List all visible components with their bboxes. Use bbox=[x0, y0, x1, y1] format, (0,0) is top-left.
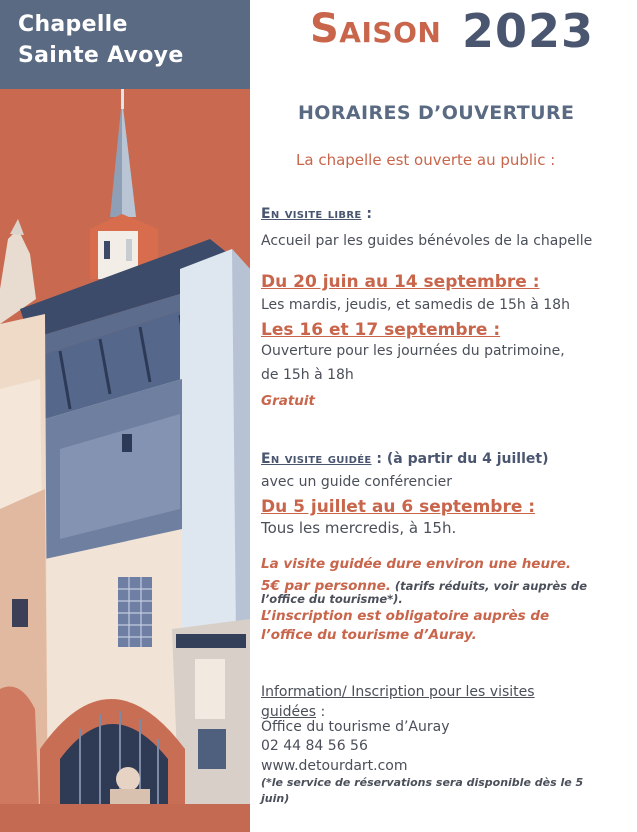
visite-libre-period2-text-line1: Ouverture pour les journées du patrimoine, bbox=[261, 343, 565, 359]
info-heading-line1: Information/ Inscription pour les visites bbox=[261, 684, 535, 700]
tourism-office-name: Office du tourisme d’Auray bbox=[261, 719, 450, 735]
place-title-line2: Sainte Avoye bbox=[18, 43, 184, 68]
reservation-note-line2: juin) bbox=[261, 792, 290, 805]
visite-guidee-period-dates: Du 5 juillet au 6 septembre : bbox=[261, 497, 536, 517]
visite-guidee-period-text: Tous les mercredis, à 15h. bbox=[261, 519, 457, 537]
visite-guidee-price-note-part1: (tarifs réduits, voir auprès de bbox=[390, 579, 587, 593]
visite-libre-period2-dates: Les 16 et 17 septembre : bbox=[261, 320, 501, 340]
website-link[interactable]: www.detourdart.com bbox=[261, 758, 408, 774]
visite-libre-period2-text-line2: de 15h à 18h bbox=[261, 367, 354, 383]
visite-guidee-title-text: En visite guidée bbox=[261, 451, 372, 467]
visite-guidee-registration-line1: L’inscription est obligatoire auprès de bbox=[261, 608, 550, 624]
visite-libre-subtitle: Accueil par les guides bénévoles de la chapelle bbox=[261, 233, 593, 249]
info-heading-guidees: guidées bbox=[261, 704, 317, 720]
reservation-note-line1: (*le service de réservations sera disponible dès le 5 bbox=[261, 776, 584, 789]
season-word: Saison bbox=[310, 6, 442, 52]
visite-libre-price: Gratuit bbox=[261, 393, 315, 409]
visite-guidee-price: 5€ par personne. bbox=[261, 578, 391, 594]
visite-libre-period1-text: Les mardis, jeudis, et samedis de 15h à 18h bbox=[261, 297, 570, 313]
place-title-band bbox=[0, 0, 250, 89]
visite-libre-title bbox=[261, 206, 372, 222]
season-year: 2023 bbox=[462, 4, 595, 58]
info-heading-suffix: : bbox=[316, 704, 326, 720]
visite-libre-period1-dates: Du 20 juin au 14 septembre : bbox=[261, 272, 540, 292]
poster-illustration-column bbox=[0, 0, 250, 832]
intro-text: La chapelle est ouverte au public : bbox=[296, 151, 556, 169]
chapel-illustration bbox=[0, 89, 250, 832]
info-heading-line2 bbox=[261, 701, 325, 720]
visite-libre-title-suffix: : bbox=[361, 206, 372, 222]
visite-guidee-registration-line2: l’office du tourisme d’Auray. bbox=[261, 627, 477, 643]
visite-libre-title-text: En visite libre bbox=[261, 206, 362, 222]
visite-guidee-duration: La visite guidée dure environ une heure. bbox=[261, 556, 572, 572]
visite-guidee-title bbox=[261, 451, 548, 467]
visite-guidee-price-note-part2: l’office du tourisme*). bbox=[261, 592, 403, 606]
opening-hours-heading: HORAIRES D’OUVERTURE bbox=[298, 102, 575, 124]
visite-guidee-subtitle: avec un guide conférencier bbox=[261, 474, 452, 490]
tourism-office-phone: 02 44 84 56 56 bbox=[261, 738, 368, 754]
visite-guidee-title-suffix: : (à partir du 4 juillet) bbox=[371, 451, 549, 467]
place-title-line1: Chapelle bbox=[18, 12, 128, 37]
